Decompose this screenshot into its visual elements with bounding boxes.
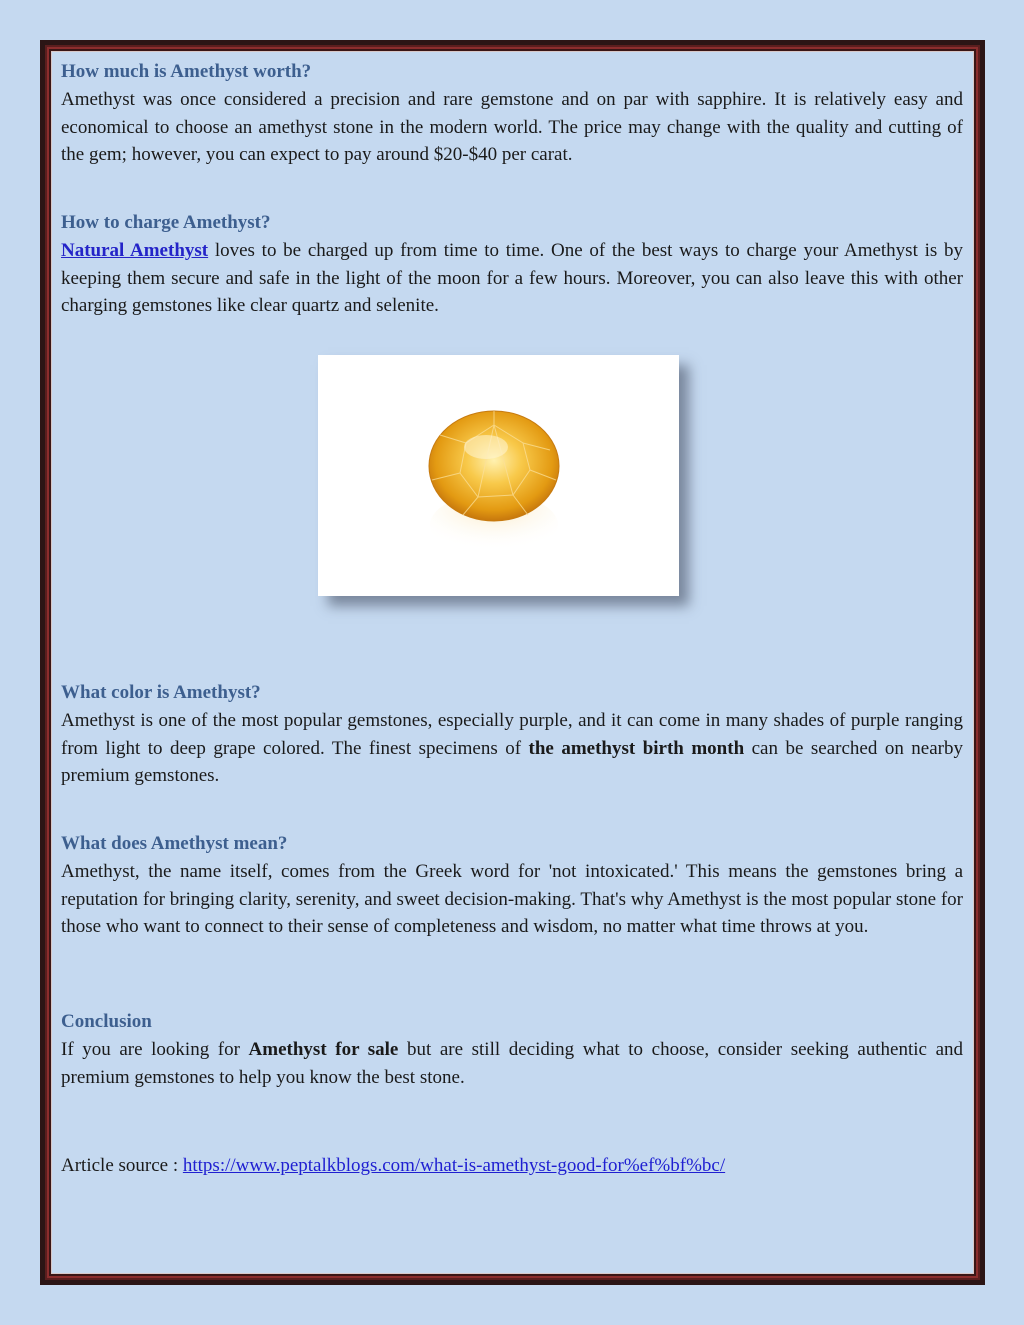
heading-meaning: What does Amethyst mean? [61,833,288,854]
section-conclusion [61,1008,963,1091]
heading-conclusion: Conclusion [61,1011,152,1032]
paragraph-conclusion-text-2: but are still deciding what to choose, consider seeking authentic and premium gemstones to help you know the best stone. [61,1039,964,1088]
paragraph-worth: Amethyst was once considered a precision and rare gemstone and on par with sapphire. It is relatively easy and economical to choose an amethyst stone in the modern world. The price may change with the quality and cutting of the gem; however, you can expect to pay around $20-$40 per carat. [61,89,963,165]
section-meaning [61,830,963,941]
gemstone-image [318,355,679,596]
paragraph-color-text-2: can be searched on nearby premium gemstones. [61,737,963,786]
paragraph-charge-text: loves to be charged up from time to time. One of the best ways to charge your Amethyst is by keeping them secure and safe in the light of the moon for a few hours. Moreover, you can also leave this with other charging gemstones like clear quartz and selenite. [61,240,963,316]
paragraph-conclusion [61,1036,963,1091]
article-source-link[interactable]: https://www.peptalkblogs.com/what-is-amethyst-good-for%ef%bf%bc/ [182,1155,726,1176]
birth-month-bold: the amethyst birth month [528,737,745,759]
paragraph-color-text-1: Amethyst is one of the most popular gemstones, especially purple, and it can come in many shades of purple ranging from light to deep grape colored. The finest specimens of [61,710,963,759]
amethyst-for-sale-bold: Amethyst for sale [248,1039,399,1060]
gemstone-icon [318,355,679,596]
paragraph-conclusion-text-1: If you are looking for [61,1039,249,1060]
natural-amethyst-link[interactable]: Natural Amethyst [61,240,209,261]
section-worth [61,58,963,169]
article-source [61,1152,725,1180]
article-source-label: Article source : [61,1155,183,1176]
heading-worth: How much is Amethyst worth? [61,61,312,82]
section-color [61,679,963,790]
section-charge [61,209,963,320]
paragraph-charge [61,237,963,320]
paragraph-color [61,707,963,790]
paragraph-meaning: Amethyst, the name itself, comes from the Greek word for 'not intoxicated.' This means the gemstones bring a reputation for bringing clarity, serenity, and sweet decision-making. That's why Amethyst is the most popular stone for those who want to connect to their sense of completeness and wisdom, no matter what time throws at you. [61,861,963,937]
heading-color: What color is Amethyst? [61,682,261,703]
heading-charge: How to charge Amethyst? [61,212,271,233]
